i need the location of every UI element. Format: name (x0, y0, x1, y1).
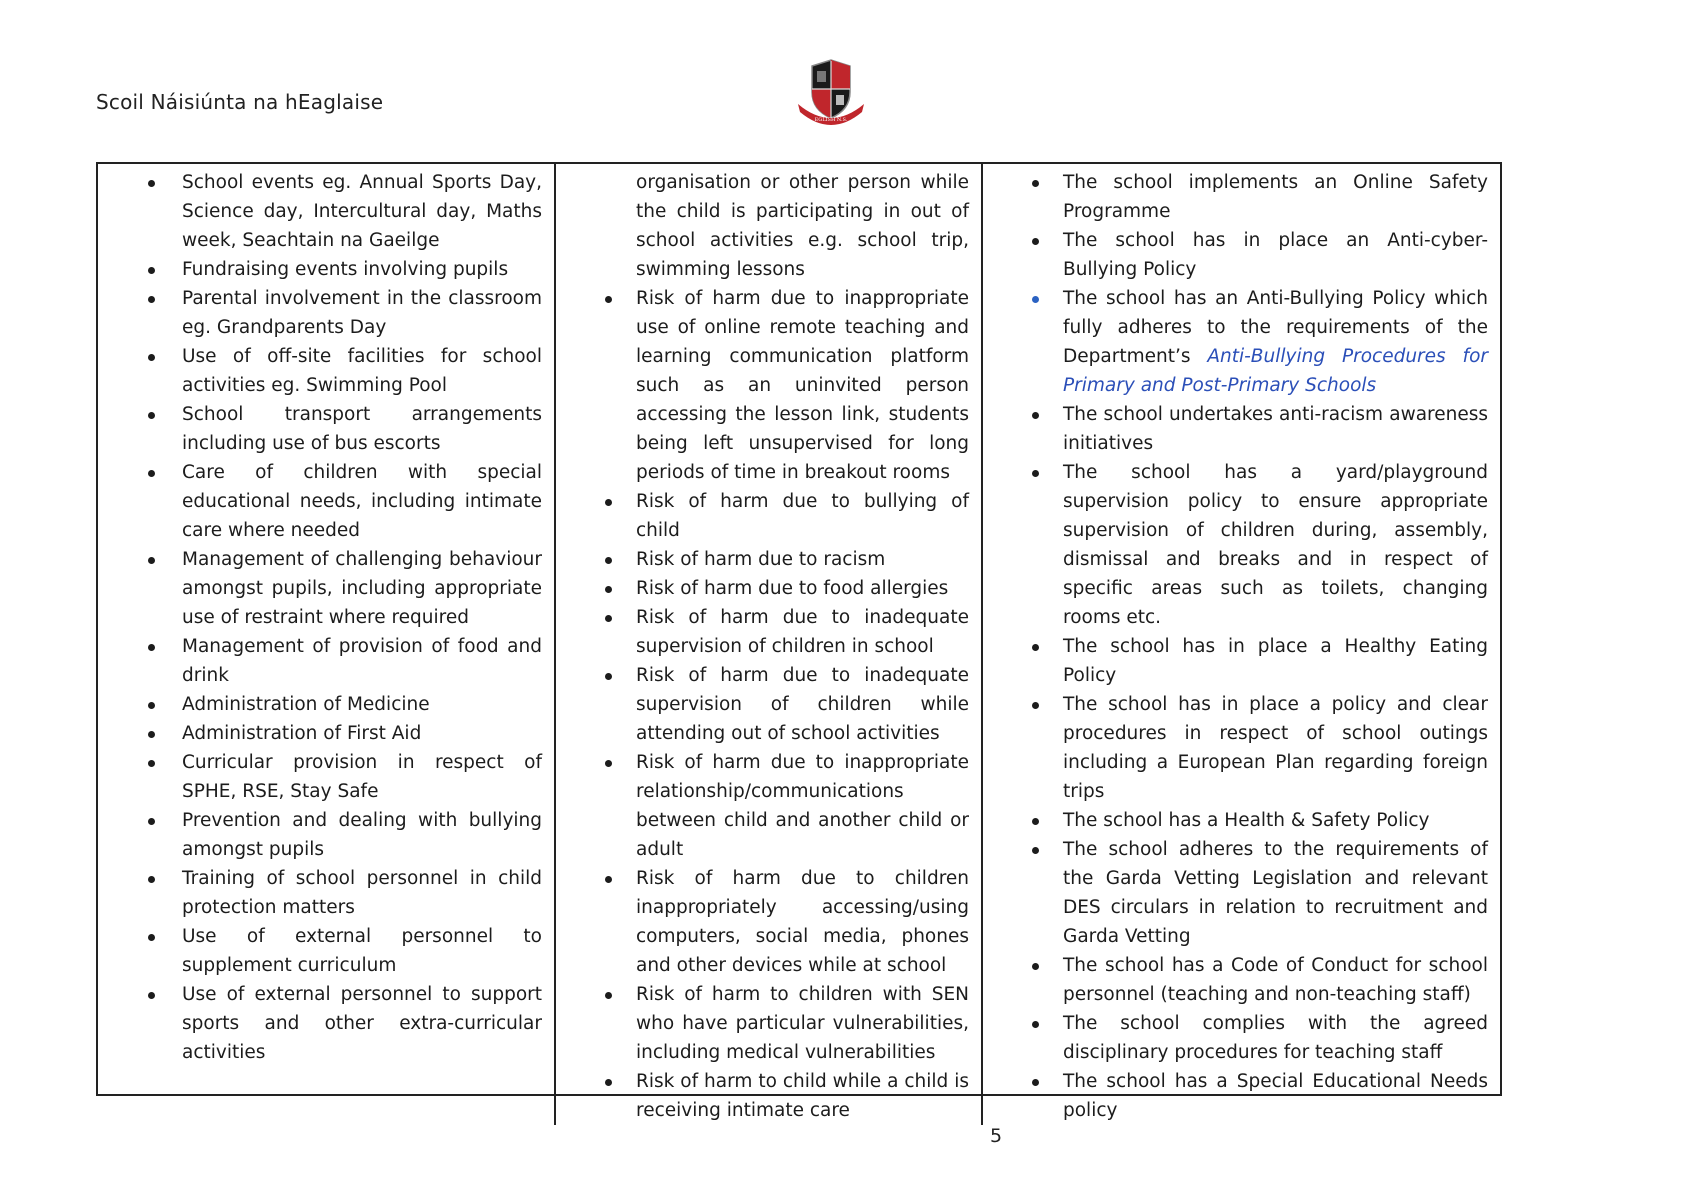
procedures-list (983, 168, 1488, 400)
bullet-icon (605, 876, 612, 883)
bullet-icon (605, 673, 612, 680)
bullet-icon (148, 354, 155, 361)
bullet-icon (148, 644, 155, 651)
bullet-icon (1032, 1079, 1039, 1086)
bullet-icon (605, 760, 612, 767)
bullet-icon (148, 992, 155, 999)
list-item: School events eg. Annual Sports Day, Science day, Intercultural day, Maths week, Seachtain na Gaeilge (182, 168, 542, 255)
bullet-icon (148, 876, 155, 883)
list-item: The school undertakes anti-racism awareness initiatives (1063, 400, 1488, 458)
bullet-icon (148, 731, 155, 738)
table-column-risks (554, 164, 981, 1125)
activities-list (98, 168, 542, 1067)
list-item: Risk of harm due to inadequate supervision of children while attending out of school activities (636, 661, 969, 748)
procedures-list-continued (983, 400, 1488, 1125)
bullet-icon (1032, 1021, 1039, 1028)
list-item: The school adheres to the requirements of the Garda Vetting Legislation and relevant DES circulars in relation to recruitment and Garda Vetting (1063, 835, 1488, 951)
bullet-icon (148, 470, 155, 477)
bullet-icon (1032, 412, 1039, 419)
bullet-icon (1032, 644, 1039, 651)
list-item: The school has a yard/playground supervision policy to ensure appropriate supervision of children during, assembly, dismissal and breaks and in respect of specific areas such as toilets, changing rooms etc. (1063, 458, 1488, 632)
list-item: Risk of harm due to inadequate supervision of children in school (636, 603, 969, 661)
bullet-icon (148, 934, 155, 941)
list-item: Administration of First Aid (182, 719, 542, 748)
list-item: Risk of harm due to food allergies (636, 574, 969, 603)
bullet-icon (1032, 818, 1039, 825)
bullet-icon (148, 760, 155, 767)
bullet-icon (605, 992, 612, 999)
list-item: Use of external personnel to supplement curriculum (182, 922, 542, 980)
list-item: Risk of harm due to racism (636, 545, 969, 574)
table-column-activities (98, 164, 554, 1125)
bullet-icon (148, 296, 155, 303)
bullet-icon (605, 499, 612, 506)
school-name: Scoil Náisiúnta na hEaglaise (96, 90, 384, 114)
list-item: Risk of harm due to inappropriate use of online remote teaching and learning communication platform such as an uninvited person accessing the lesson link, students being left unsupervised for long periods of time in breakout rooms (636, 284, 969, 487)
anti-bullying-procedures-link[interactable]: Anti-Bullying Procedures for Primary and Post-Primary Schools (1063, 346, 1488, 396)
list-item: The school has in place a policy and clear procedures in respect of school outings including a European Plan regarding foreign trips (1063, 690, 1488, 806)
continued-text: organisation or other person while the child is participating in out of school activities e.g. school trip, swimming lessons (636, 172, 969, 280)
list-item: The school has a Health & Safety Policy (1063, 806, 1488, 835)
bullet-icon (148, 702, 155, 709)
risks-list (556, 284, 969, 1125)
bullet-icon (148, 818, 155, 825)
bullet-icon (148, 180, 155, 187)
list-item: Administration of Medicine (182, 690, 542, 719)
bullet-icon (1032, 180, 1039, 187)
list-item: School transport arrangements including use of bus escorts (182, 400, 542, 458)
bullet-icon (148, 412, 155, 419)
list-item: Risk of harm due to inappropriate relationship/communications between child and another child or adult (636, 748, 969, 864)
list-item: The school has a Code of Conduct for school personnel (teaching and non-teaching staff) (1063, 951, 1488, 1009)
list-item: Fundraising events involving pupils (182, 255, 542, 284)
list-item: The school implements an Online Safety Programme (1063, 168, 1488, 226)
list-item: Management of challenging behaviour amongst pupils, including appropriate use of restraint where required (182, 545, 542, 632)
bullet-icon (605, 296, 612, 303)
list-item: The school has in place a Healthy Eating Policy (1063, 632, 1488, 690)
bullet-icon (148, 267, 155, 274)
list-item: The school has an Anti-Bullying Policy which fully adheres to the requirements of the Department’s Anti-Bullying Procedures for Primary and Post-Primary Schools (1063, 284, 1488, 400)
list-item: Training of school personnel in child protection matters (182, 864, 542, 922)
bullet-icon (1032, 963, 1039, 970)
list-item: Prevention and dealing with bullying amongst pupils (182, 806, 542, 864)
list-item: The school has a Special Educational Needs policy (1063, 1067, 1488, 1125)
page-number: 5 (990, 1125, 1003, 1147)
list-item: Risk of harm due to bullying of child (636, 487, 969, 545)
list-item: Risk of harm to children with SEN who have particular vulnerabilities, including medical vulnerabilities (636, 980, 969, 1067)
bullet-icon (1032, 847, 1039, 854)
list-item: The school complies with the agreed disciplinary procedures for teaching staff (1063, 1009, 1488, 1067)
school-crest-logo (792, 58, 870, 130)
list-item: Use of external personnel to support sports and other extra-curricular activities (182, 980, 542, 1067)
list-item: Use of off-site facilities for school activities eg. Swimming Pool (182, 342, 542, 400)
svg-text:EGLISH N.S.: EGLISH N.S. (814, 117, 848, 123)
list-item: Curricular provision in respect of SPHE, RSE, Stay Safe (182, 748, 542, 806)
bullet-icon (148, 557, 155, 564)
list-item: Management of provision of food and drink (182, 632, 542, 690)
table-column-procedures (981, 164, 1500, 1125)
bullet-icon (605, 1079, 612, 1086)
bullet-icon (605, 557, 612, 564)
bullet-icon (1032, 238, 1039, 245)
bullet-icon (605, 586, 612, 593)
list-item: The school has in place an Anti-cyber-Bullying Policy (1063, 226, 1488, 284)
list-item: Risk of harm to child while a child is receiving intimate care (636, 1067, 969, 1125)
list-item: Parental involvement in the classroom eg. Grandparents Day (182, 284, 542, 342)
list-item: Risk of harm due to children inappropriately accessing/using computers, social media, phones and other devices while at school (636, 864, 969, 980)
bullet-icon (1032, 702, 1039, 709)
bullet-icon (1032, 470, 1039, 477)
bullet-icon (605, 615, 612, 622)
list-item: Care of children with special educational needs, including intimate care where needed (182, 458, 542, 545)
bullet-icon (1032, 296, 1039, 303)
policy-table (96, 162, 1502, 1121)
